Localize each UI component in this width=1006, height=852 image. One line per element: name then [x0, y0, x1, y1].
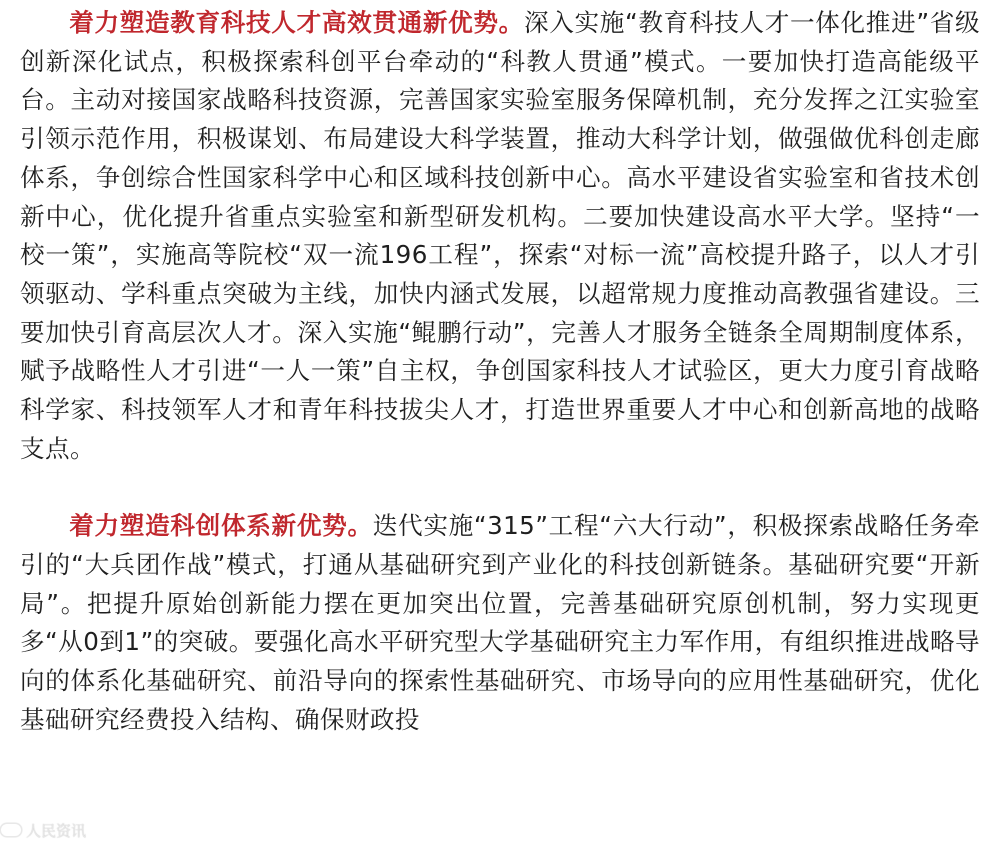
- paragraph-talent-integration: [20, 4, 980, 468]
- paragraph-text: 迭代实施“315”工程“六大行动”，积极探索战略任务牵引的“大兵团作战”模式，打通从基础研究到产业化的科技创新链条。基础研究要“开新局”。把提升原始创新能力摆在更加突出位置，完善基础研究原创机制，努力实现更多“从0到1”的突破。要强化高水平研究型大学基础研究主力军作用，有组织推进战略导向的体系化基础研究、前沿导向的探索性基础研究、市场导向的应用性基础研究，优化基础研究经费投入结构、确保财政投: [20, 511, 980, 734]
- watermark-text: 人民资讯: [26, 821, 87, 840]
- paragraph-heading: 着力塑造科创体系新优势。: [69, 511, 373, 541]
- paragraph-heading: 着力塑造教育科技人才高效贯通新优势。: [69, 8, 524, 37]
- paragraph-text: 深入实施“教育科技人才一体化推进”省级创新深化试点，积极探索科创平台牵动的“科教人贯通”模式。一要加快打造高能级平台。主动对接国家战略科技资源，完善国家实验室服务保障机制，充分发挥之江实验室引领示范作用，积极谋划、布局建设大科学装置，推动大科学计划，做强做优科创走廊体系，争创综合性国家科学中心和区域科技创新中心。高水平建设省实验室和省技术创新中心，优化提升省重点实验室和新型研发机构。二要加快建设高水平大学。坚持“一校一策”，实施高等院校“双一流196工程”，探索“对标一流”高校提升路子，以人才引领驱动、学科重点突破为主线，加快内涵式发展，以超常规力度推动高教强省建设。三要加快引育高层次人才。深入实施“鲲鹏行动”，完善人才服务全链条全周期制度体系，赋予战略性人才引进“一人一策”自主权，争创国家科技人才试验区，更大力度引育战略科学家、科技领军人才和青年科技拔尖人才，打造世界重要人才中心和创新高地的战略支点。: [20, 8, 980, 463]
- watermark: [0, 818, 86, 842]
- paragraph-innovation-system: [20, 507, 980, 739]
- watermark-logo-icon: [0, 823, 22, 837]
- article-body: [20, 4, 980, 739]
